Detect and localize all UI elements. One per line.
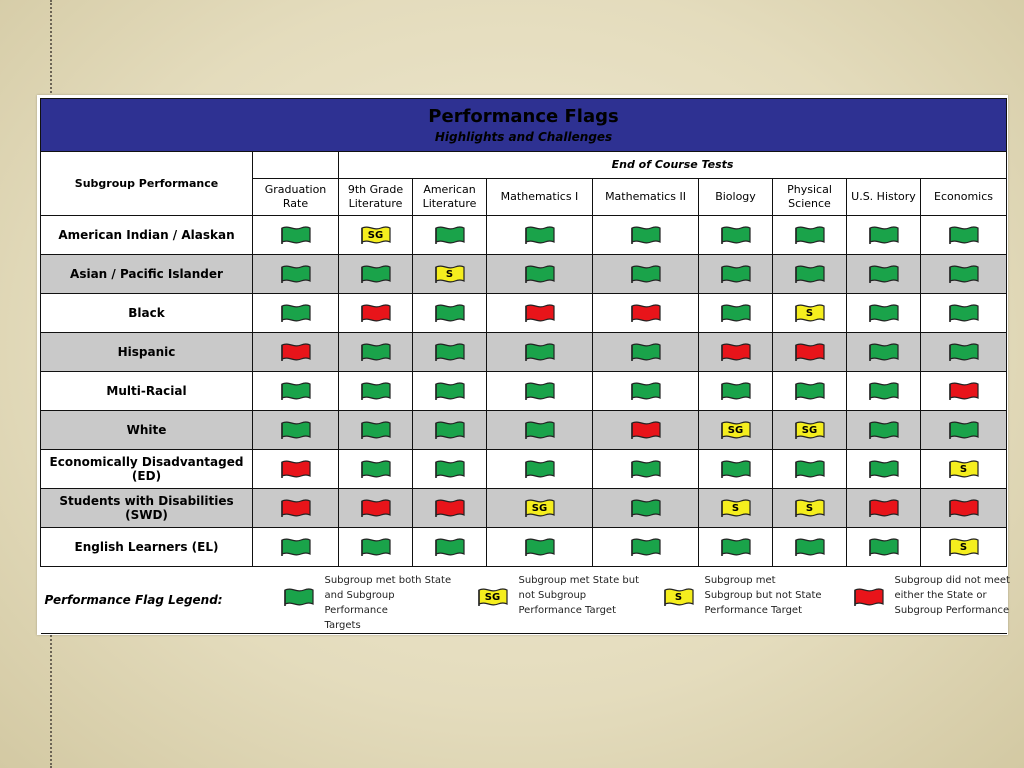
- table-row: [41, 333, 1007, 372]
- legend-text-line: Performance Target: [518, 605, 616, 616]
- green-flag-icon: [794, 264, 826, 284]
- flag-cell: [847, 528, 921, 567]
- flag-cell: [253, 450, 339, 489]
- flag-cell: [921, 450, 1007, 489]
- red-flag-icon: [868, 498, 900, 518]
- green-flag-icon: [794, 537, 826, 557]
- green-flag-icon: [794, 459, 826, 479]
- legend-text-line: Targets: [324, 620, 361, 631]
- green-flag-icon: [434, 342, 466, 362]
- flag-cell: [339, 255, 413, 294]
- flag-cell: [413, 216, 487, 255]
- legend-text-line: Subgroup but not State: [704, 590, 822, 601]
- flag-cell: [593, 450, 699, 489]
- flag-cell: [253, 372, 339, 411]
- red-flag-icon: [524, 303, 556, 323]
- green-flag-icon: [630, 264, 662, 284]
- green-flag-icon: [948, 225, 980, 245]
- column-header: American Literature: [413, 179, 487, 216]
- subgroup-label: Hispanic: [41, 333, 253, 372]
- legend-text: [325, 573, 460, 633]
- column-header-graduation-rate: Graduation Rate: [253, 179, 339, 216]
- flag-cell: [773, 450, 847, 489]
- table-row: [41, 216, 1007, 255]
- flag-letters: S: [674, 592, 683, 603]
- flag-cell: [593, 372, 699, 411]
- banner-subtitle: Highlights and Challenges: [434, 130, 613, 144]
- red-flag-icon: [360, 498, 392, 518]
- flag-cell: [699, 528, 773, 567]
- yellow-sg-flag-icon: [360, 225, 392, 245]
- green-flag-icon: [360, 420, 392, 440]
- legend-row: [41, 567, 1007, 634]
- flag-cell: [339, 216, 413, 255]
- flag-cell: [773, 294, 847, 333]
- flag-cell: [921, 294, 1007, 333]
- subgroup-label: Multi-Racial: [41, 372, 253, 411]
- flag-cell: [487, 372, 593, 411]
- flag-cell: [921, 255, 1007, 294]
- flag-letters: SG: [801, 425, 818, 436]
- green-flag-icon: [360, 264, 392, 284]
- red-flag-icon: [434, 498, 466, 518]
- subgroup-label: English Learners (EL): [41, 528, 253, 567]
- flag-cell: [413, 255, 487, 294]
- table-row: [41, 528, 1007, 567]
- subgroup-label: Black: [41, 294, 253, 333]
- flag-cell: [847, 450, 921, 489]
- legend-text: [895, 573, 1024, 618]
- green-flag-icon: [524, 537, 556, 557]
- flag-cell: [339, 411, 413, 450]
- yellow-s-flag-icon: [720, 498, 752, 518]
- red-flag-icon: [720, 342, 752, 362]
- flag-cell: [253, 255, 339, 294]
- column-header: Biology: [699, 179, 773, 216]
- flag-cell: [253, 294, 339, 333]
- flag-letters: S: [805, 503, 814, 514]
- yellow-s-flag-icon: [948, 537, 980, 557]
- green-flag-icon: [868, 225, 900, 245]
- green-flag-icon: [524, 342, 556, 362]
- green-flag-icon: [868, 303, 900, 323]
- flag-cell: [699, 294, 773, 333]
- subgroup-label: Economically Disadvantaged (ED): [41, 450, 253, 489]
- yellow-s-flag-icon: [663, 587, 695, 607]
- flag-cell: [413, 411, 487, 450]
- subgroup-performance-header: Subgroup Performance: [41, 152, 253, 216]
- green-flag-icon: [524, 381, 556, 401]
- flag-cell: [413, 372, 487, 411]
- legend-title: Performance Flag Legend:: [44, 593, 223, 607]
- header-spacer: [253, 152, 339, 179]
- yellow-s-flag-icon: [794, 498, 826, 518]
- green-flag-icon: [280, 420, 312, 440]
- green-flag-icon: [868, 537, 900, 557]
- legend-text-line: not Subgroup: [518, 590, 587, 601]
- green-flag-icon: [524, 264, 556, 284]
- green-flag-icon: [720, 303, 752, 323]
- legend-text-line: and Subgroup Performance: [324, 590, 395, 616]
- flag-letters: SG: [531, 503, 548, 514]
- green-flag-icon: [360, 381, 392, 401]
- green-flag-icon: [283, 587, 315, 607]
- subgroup-label: Asian / Pacific Islander: [41, 255, 253, 294]
- green-flag-icon: [360, 537, 392, 557]
- legend-text-line: Subgroup Performance: [894, 605, 1010, 616]
- flag-cell: [699, 255, 773, 294]
- banner-row: [41, 99, 1007, 152]
- green-flag-icon: [524, 459, 556, 479]
- legend: [41, 567, 1010, 634]
- green-flag-icon: [434, 303, 466, 323]
- flag-cell: [773, 528, 847, 567]
- flag-letters: SG: [367, 230, 384, 241]
- flag-cell: [593, 333, 699, 372]
- flag-cell: [487, 411, 593, 450]
- legend-text: [705, 573, 840, 618]
- column-header: U.S. History: [847, 179, 921, 216]
- green-flag-icon: [868, 342, 900, 362]
- flag-cell: [773, 489, 847, 528]
- green-flag-icon: [630, 225, 662, 245]
- green-flag-icon: [868, 420, 900, 440]
- legend-text-line: Subgroup met State but: [518, 575, 640, 586]
- red-flag-icon: [360, 303, 392, 323]
- subgroup-label: American Indian / Alaskan: [41, 216, 253, 255]
- green-flag-icon: [434, 537, 466, 557]
- flag-cell: [921, 333, 1007, 372]
- green-flag-icon: [524, 420, 556, 440]
- flag-cell: [699, 216, 773, 255]
- flag-cell: [487, 333, 593, 372]
- green-flag-icon: [720, 537, 752, 557]
- green-flag-icon: [720, 225, 752, 245]
- banner-title: Performance Flags: [428, 106, 619, 127]
- legend-text-line: Subgroup did not meet: [894, 575, 1010, 586]
- flag-cell: [413, 528, 487, 567]
- flag-cell: [593, 255, 699, 294]
- flag-cell: [253, 333, 339, 372]
- column-header: Mathematics II: [593, 179, 699, 216]
- legend-text-line: Subgroup met: [704, 575, 776, 586]
- column-header: Mathematics I: [487, 179, 593, 216]
- green-flag-icon: [434, 420, 466, 440]
- flag-cell: [847, 255, 921, 294]
- green-flag-icon: [434, 381, 466, 401]
- green-flag-icon: [280, 264, 312, 284]
- column-header: Physical Science: [773, 179, 847, 216]
- flag-cell: [413, 450, 487, 489]
- flag-cell: [487, 450, 593, 489]
- flag-cell: [847, 372, 921, 411]
- legend-text-line: Subgroup met both State: [324, 575, 452, 586]
- flag-cell: [339, 333, 413, 372]
- yellow-s-flag-icon: [434, 264, 466, 284]
- green-flag-icon: [794, 381, 826, 401]
- yellow-s-flag-icon: [948, 459, 980, 479]
- green-flag-icon: [720, 381, 752, 401]
- flag-cell: [847, 411, 921, 450]
- yellow-sg-flag-icon: [794, 420, 826, 440]
- performance-flags-table: [40, 98, 1010, 634]
- column-header: Economics: [921, 179, 1007, 216]
- legend-wrap: [41, 567, 1010, 633]
- flag-cell: [253, 411, 339, 450]
- flag-cell: [487, 489, 593, 528]
- table-row: [41, 411, 1007, 450]
- yellow-sg-flag-icon: [524, 498, 556, 518]
- red-flag-icon: [280, 498, 312, 518]
- red-flag-icon: [794, 342, 826, 362]
- green-flag-icon: [630, 498, 662, 518]
- green-flag-icon: [948, 342, 980, 362]
- subgroup-label: Students with Disabilities (SWD): [41, 489, 253, 528]
- flag-cell: [921, 216, 1007, 255]
- green-flag-icon: [280, 303, 312, 323]
- flag-cell: [253, 216, 339, 255]
- flag-cell: [699, 489, 773, 528]
- red-flag-icon: [948, 381, 980, 401]
- green-flag-icon: [630, 381, 662, 401]
- red-flag-icon: [630, 303, 662, 323]
- flag-cell: [413, 333, 487, 372]
- green-flag-icon: [630, 537, 662, 557]
- legend-text-line: either the State or: [894, 590, 987, 601]
- flag-letters: S: [805, 308, 814, 319]
- flag-cell: [921, 372, 1007, 411]
- flag-cell: [339, 489, 413, 528]
- flag-cell: [773, 333, 847, 372]
- yellow-sg-flag-icon: [720, 420, 752, 440]
- flag-cell: [487, 255, 593, 294]
- flag-cell: [773, 372, 847, 411]
- green-flag-icon: [948, 264, 980, 284]
- green-flag-icon: [720, 264, 752, 284]
- flag-cell: [773, 216, 847, 255]
- flag-cell: [339, 528, 413, 567]
- flag-cell: [339, 450, 413, 489]
- table-row: [41, 255, 1007, 294]
- flag-cell: [593, 411, 699, 450]
- yellow-s-flag-icon: [794, 303, 826, 323]
- table-row: [41, 294, 1007, 333]
- flag-letters: SG: [484, 592, 501, 603]
- flag-cell: [487, 216, 593, 255]
- flag-letters: SG: [727, 425, 744, 436]
- flag-cell: [593, 528, 699, 567]
- flag-cell: [413, 489, 487, 528]
- flag-cell: [487, 294, 593, 333]
- flag-cell: [699, 372, 773, 411]
- green-flag-icon: [434, 459, 466, 479]
- green-flag-icon: [630, 459, 662, 479]
- green-flag-icon: [868, 264, 900, 284]
- flag-cell: [339, 372, 413, 411]
- green-flag-icon: [360, 459, 392, 479]
- green-flag-icon: [280, 381, 312, 401]
- flag-cell: [699, 411, 773, 450]
- column-header: 9th Grade Literature: [339, 179, 413, 216]
- legend-text-line: Performance Target: [704, 605, 802, 616]
- flag-cell: [847, 333, 921, 372]
- flag-cell: [921, 411, 1007, 450]
- flag-cell: [921, 528, 1007, 567]
- flag-cell: [593, 216, 699, 255]
- flag-cell: [413, 294, 487, 333]
- green-flag-icon: [868, 459, 900, 479]
- flag-cell: [253, 489, 339, 528]
- flag-cell: [921, 489, 1007, 528]
- green-flag-icon: [630, 342, 662, 362]
- green-flag-icon: [360, 342, 392, 362]
- red-flag-icon: [280, 342, 312, 362]
- table-row: [41, 372, 1007, 411]
- flag-cell: [847, 216, 921, 255]
- flag-letters: S: [445, 269, 454, 280]
- legend-text: [519, 573, 654, 618]
- slide: [37, 95, 1008, 635]
- table-row: [41, 450, 1007, 489]
- green-flag-icon: [280, 537, 312, 557]
- green-flag-icon: [524, 225, 556, 245]
- flag-letters: S: [731, 503, 740, 514]
- yellow-sg-flag-icon: [477, 587, 509, 607]
- red-flag-icon: [853, 587, 885, 607]
- flag-cell: [847, 489, 921, 528]
- flag-cell: [699, 333, 773, 372]
- green-flag-icon: [868, 381, 900, 401]
- green-flag-icon: [948, 420, 980, 440]
- flag-cell: [339, 294, 413, 333]
- flag-cell: [593, 294, 699, 333]
- red-flag-icon: [948, 498, 980, 518]
- end-of-course-tests-header: End of Course Tests: [339, 152, 1007, 179]
- green-flag-icon: [794, 225, 826, 245]
- flag-cell: [847, 294, 921, 333]
- banner: [41, 99, 1007, 152]
- flag-cell: [253, 528, 339, 567]
- flag-cell: [699, 450, 773, 489]
- green-flag-icon: [280, 225, 312, 245]
- flag-cell: [773, 255, 847, 294]
- flag-cell: [593, 489, 699, 528]
- red-flag-icon: [280, 459, 312, 479]
- green-flag-icon: [948, 303, 980, 323]
- flag-cell: [773, 411, 847, 450]
- flag-cell: [487, 528, 593, 567]
- flag-letters: S: [959, 542, 968, 553]
- subgroup-label: White: [41, 411, 253, 450]
- green-flag-icon: [720, 459, 752, 479]
- header-row-top: [41, 152, 1007, 179]
- green-flag-icon: [434, 225, 466, 245]
- flag-letters: S: [959, 464, 968, 475]
- table-row: [41, 489, 1007, 528]
- red-flag-icon: [630, 420, 662, 440]
